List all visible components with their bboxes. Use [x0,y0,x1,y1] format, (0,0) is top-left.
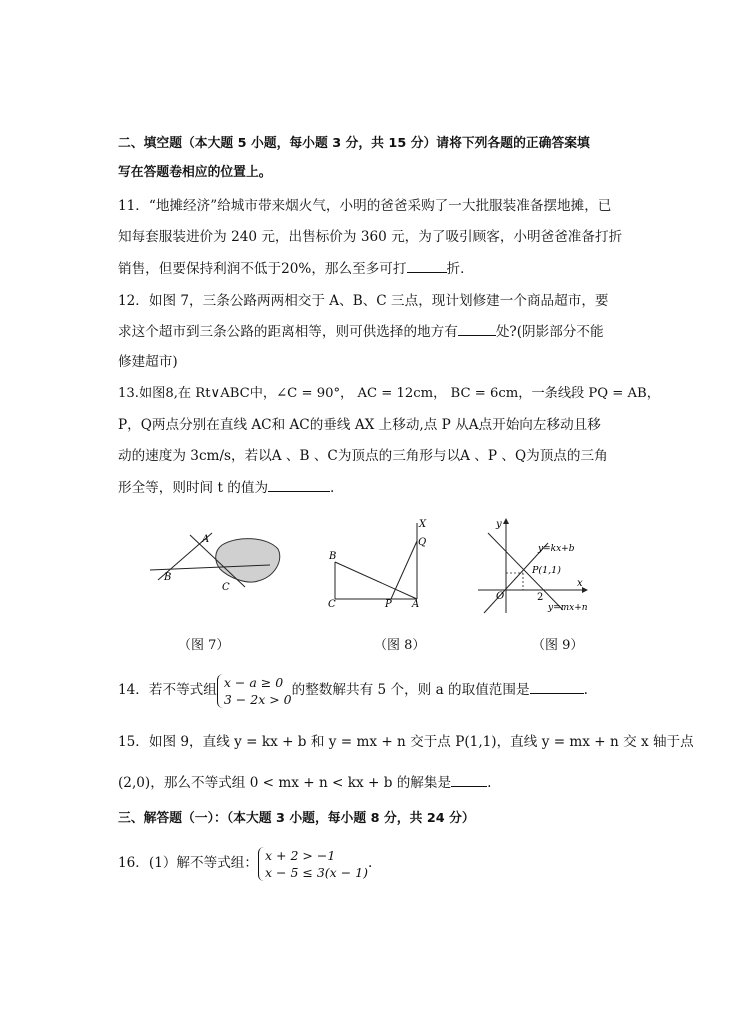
fig8-label-x: X [419,519,427,530]
fig8-caption: （图 8） [374,638,426,653]
fig9-x-arrow [582,587,588,593]
fig8-segment-pq [391,541,417,599]
fig7-label-a: A [202,534,210,545]
fig9-y-arrow [503,518,509,524]
q14-line [118,670,588,710]
fig7-label-b: B [164,572,172,583]
q15-line1: 15．如图 9，直线 y = kx + b 和 y = mx + n 交于点 P(1,1)，直线 y = mx + n 交 x 轴于点 [118,734,694,750]
fig8-label-b: B [329,551,337,562]
q15-answer-blank[interactable] [451,774,487,787]
figure-8 [320,515,435,610]
fig9-label-mx-n: y=mx+n [548,603,588,613]
q16-inequality-system [258,847,368,881]
q11-line2: 知每套服装进价为 240 元，出售标价为 360 元，为了吸引顾客，小明爸爸准备打折 [118,229,623,245]
q12-line1: 12．如图 7，三条公路两两相交于 A、B、C 三点，现计划修建一个商品超市，要 [118,293,609,309]
fig9-label-x: x [577,578,583,589]
fig9-label-p: P(1,1) [532,565,561,576]
section2-heading-line1: 二、填空题（本大题 5 小题，每小题 3 分，共 15 分）请将下列各题的正确答案填 [118,136,590,151]
q14-ineq1: x − a ≥ 0 [223,674,284,690]
fig9-label-y: y [496,519,502,530]
q11-line3-text: 销售，但要保持利润不低于20%，那么至多可打 [118,261,407,277]
q13-line4-end: . [330,480,335,496]
fig7-shaded-region [216,539,280,582]
q16-end: . [367,855,373,871]
q13-line4-text: 形全等，则时间 t 的值为 [118,480,269,496]
q16-prefix: 16．(1）解不等式组： [118,855,258,871]
q13-line4 [118,479,334,497]
q14-suffix: 的整数解共有 5 个，则 a 的取值范围是 [291,682,530,698]
q14-ineq2: 3 − 2x > 0 [223,691,292,707]
q16-line [118,843,372,883]
fig8-label-q: Q [418,537,427,548]
q14-inequality-system [217,674,292,708]
q14-answer-blank[interactable] [530,681,584,694]
figure-7 [150,525,290,600]
fig7-label-c: C [222,582,230,593]
q13-answer-blank[interactable] [268,479,330,492]
q13-line3: 动的速度为 3cm/s，若以A 、B 、C为顶点的三角形与以A 、P 、Q为顶点的三角 [118,448,608,464]
q11-line1: 11．“地摊经济”给城市带来烟火气，小明的爸爸采购了一大批服装准备摆地摊，已 [118,198,612,214]
figure-9 [478,515,590,615]
q12-answer-blank[interactable] [458,323,496,336]
section2-heading-line2: 写在答题卷相应的位置上。 [118,165,272,180]
q11-line3 [118,260,474,278]
fig9-label-2: 2 [537,592,544,603]
q11-line3-end: 折． [446,261,474,277]
fig9-label-o: O [496,591,505,602]
q15-line2-text: (2,0)，那么不等式组 0 < mx + n < kx + b 的解集是 [118,775,452,791]
fig9-label-kx-b: y=kx+b [538,544,575,554]
fig8-label-p: P [385,599,392,610]
q13-line1: 13.如图8,在 Rt∨ABC中，∠C = 90°， AC = 12cm， BC = 6cm，一条线段 PQ = AB， [118,386,660,401]
q12-line3: 修建超市) [118,354,178,370]
q15-line2-end: . [487,775,492,791]
q11-answer-blank[interactable] [407,260,447,273]
fig8-label-c: C [328,599,336,610]
q13-line2: P，Q两点分别在直线 AC和 AC的垂线 AX 上移动,点 P 从A点开始向左移动且移 [118,417,601,433]
q15-line2 [118,774,491,792]
fig7-caption: （图 7） [178,638,230,653]
fig8-label-a: A [412,599,420,610]
q16-ineq1: x + 2 > −1 [265,847,336,863]
q14-end: . [583,682,588,698]
q14-prefix: 14．若不等式组 [118,682,217,698]
q12-line2 [118,323,604,341]
q12-line2-end: 处?(阴影部分不能 [495,324,604,340]
q16-ineq2: x − 5 ≤ 3(x − 1) [265,864,368,880]
q12-line2-text: 求这个超市到三条公路的距离相等，则可供选择的地方有 [118,324,458,340]
fig9-caption: （图 9） [532,638,584,653]
section3-heading: 三、解答题（一）：（本大题 3 小题，每小题 8 分，共 24 分） [118,811,475,826]
